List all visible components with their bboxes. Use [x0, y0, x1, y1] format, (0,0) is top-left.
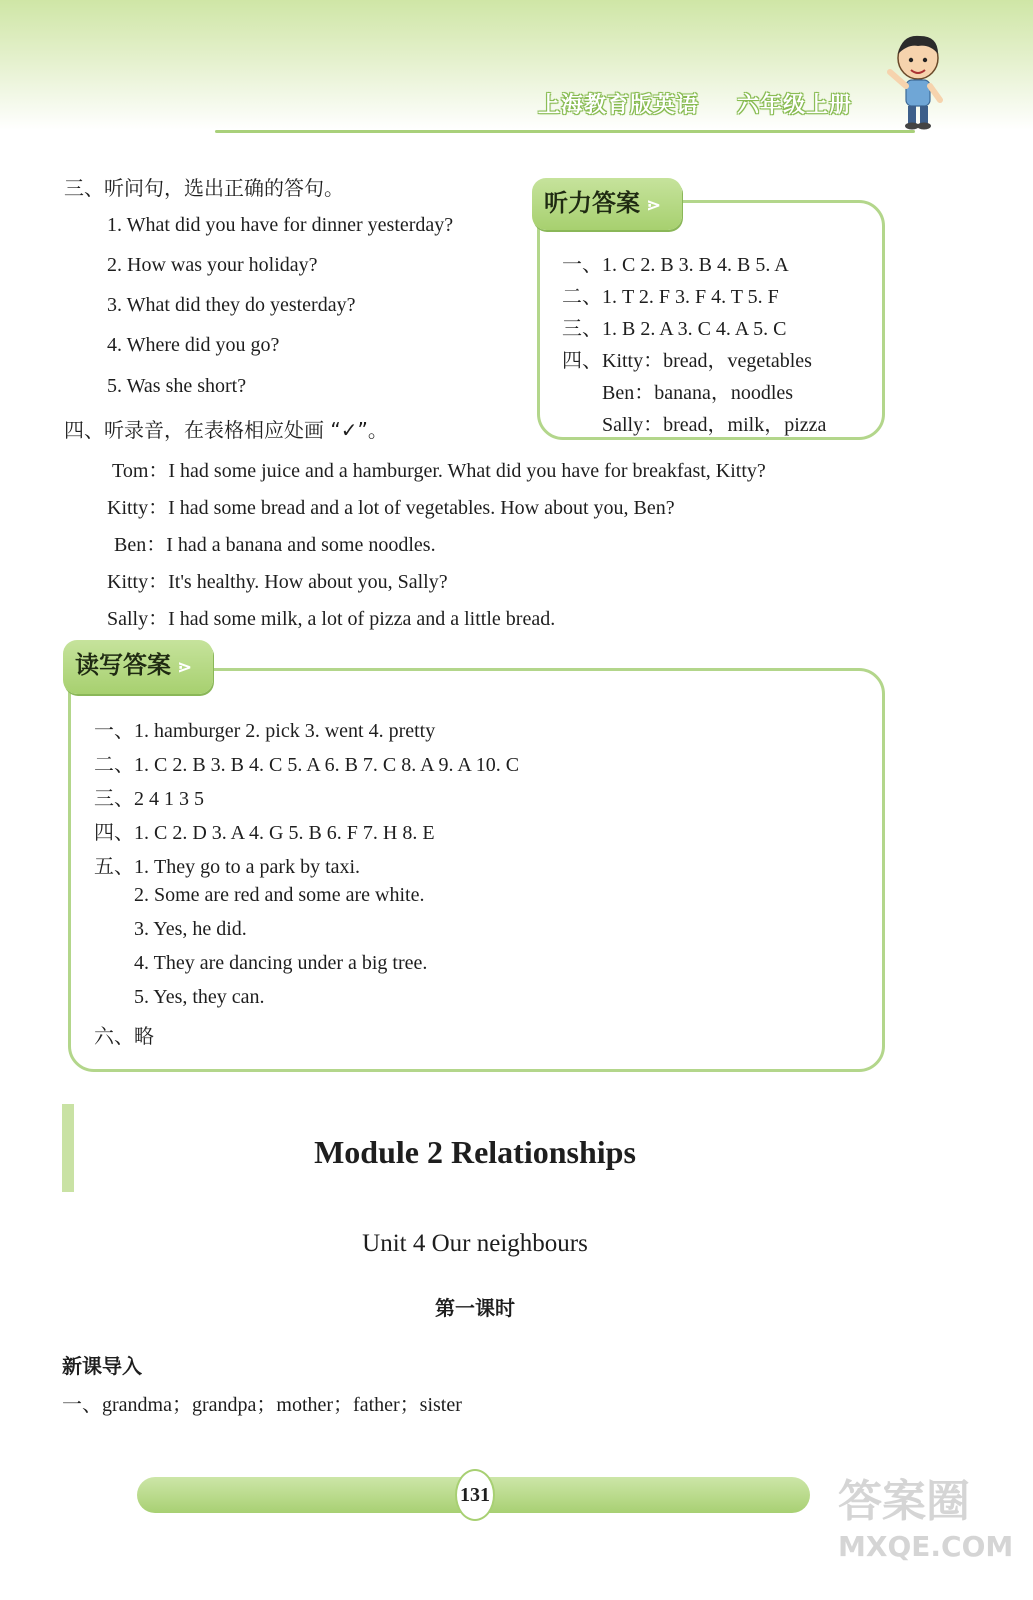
- cartoon-boy-illustration: [880, 28, 950, 132]
- listening-answer-line: 二、1. T 2. F 3. F 4. T 5. F: [562, 286, 779, 308]
- reading-answer-line: 3. Yes, he did.: [134, 918, 247, 940]
- watermark-url: MXQE.COM: [838, 1530, 1014, 1563]
- reading-answer-line: 二、1. C 2. B 3. B 4. C 5. A 6. B 7. C 8. A 9. A 10. C: [94, 754, 520, 776]
- section-3-item: 1. What did you have for dinner yesterday?: [107, 214, 454, 236]
- section-3-item: 5. Was she short?: [107, 375, 247, 397]
- dialogue-line: Kitty：It's healthy. How about you, Sally?: [107, 571, 448, 593]
- listening-answer-line: Sally：bread，milk，pizza: [602, 414, 827, 436]
- intro-heading: 新课导入: [62, 1354, 142, 1378]
- section-4-heading: 四、听录音，在表格相应处画 “✓”。: [64, 418, 388, 442]
- reading-answers-tab: [63, 640, 213, 694]
- dialogue-line: Sally：I had some milk, a lot of pizza and a little bread.: [107, 608, 556, 630]
- section-3-item: 3. What did they do yesterday?: [107, 294, 356, 316]
- intro-line: 一、grandma；grandpa；mother；father；sister: [62, 1394, 462, 1416]
- section-3-item: 4. Where did you go?: [107, 334, 280, 356]
- reading-answer-line: 三、2 4 1 3 5: [94, 788, 204, 810]
- section-3-item: 2. How was your holiday?: [107, 254, 318, 276]
- reading-answer-line: 5. Yes, they can.: [134, 986, 265, 1008]
- listening-answers-title: 听力答案: [544, 189, 640, 217]
- dialogue-line: Kitty：I had some bread and a lot of vegetables. How about you, Ben?: [107, 497, 675, 519]
- listening-answer-line: 四、Kitty：bread，vegetables: [562, 350, 812, 372]
- reading-answers-title: 读写答案: [75, 651, 171, 679]
- module-title: Module 2 Relationships: [314, 1134, 636, 1170]
- listening-answer-line: 一、1. C 2. B 3. B 4. B 5. A: [562, 254, 789, 276]
- reading-answer-line: 四、1. C 2. D 3. A 4. G 5. B 6. F 7. H 8. E: [94, 822, 435, 844]
- section-3-heading: 三、听问句，选出正确的答句。: [64, 176, 344, 200]
- reading-answer-line: 一、1. hamburger 2. pick 3. went 4. pretty: [94, 720, 436, 742]
- reading-answer-line: 4. They are dancing under a big tree.: [134, 952, 428, 974]
- chevron-right-icon: ⋗: [177, 657, 193, 678]
- unit-title: Unit 4 Our neighbours: [362, 1230, 588, 1257]
- chevron-right-icon: ⋗: [646, 195, 662, 216]
- dialogue-line: Tom：I had some juice and a hamburger. What did you have for breakfast, Kitty?: [112, 460, 766, 482]
- header-book-title: 上海教育版英语: [538, 93, 700, 118]
- header-band: [0, 0, 1033, 130]
- header-divider: [215, 130, 915, 133]
- page-number: 131: [455, 1469, 495, 1521]
- listening-answer-line: Ben：banana，noodles: [602, 382, 794, 404]
- watermark-logo: 答案圈: [838, 1476, 970, 1527]
- lesson-title: 第一课时: [435, 1296, 515, 1320]
- reading-answer-line: 2. Some are red and some are white.: [134, 884, 425, 906]
- reading-answer-line: 六、略: [94, 1024, 154, 1048]
- reading-answer-line: 五、1. They go to a park by taxi.: [94, 856, 361, 878]
- listening-answer-line: 三、1. B 2. A 3. C 4. A 5. C: [562, 318, 787, 340]
- dialogue-line: Ben：I had a banana and some noodles.: [114, 534, 436, 556]
- listening-answers-tab: [532, 178, 682, 230]
- header-grade: 六年级上册: [737, 93, 853, 118]
